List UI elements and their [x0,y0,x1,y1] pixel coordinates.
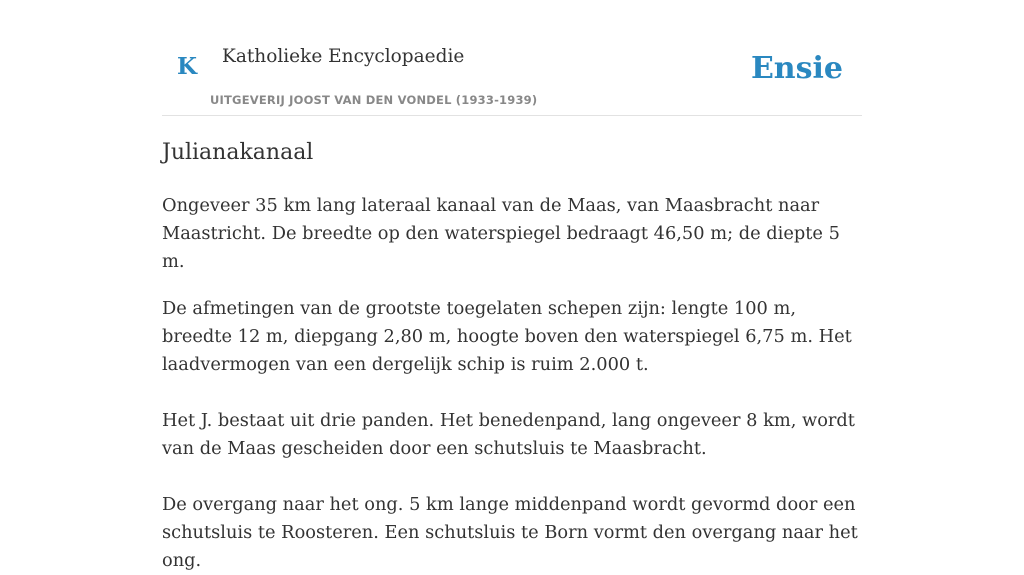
logo-k-icon[interactable]: K [177,53,197,80]
article-paragraph: De overgang naar het ong. 5 km lange middenpand wordt gevormd door een schutsluis te Roosteren. Een schutsluis te Born vormt den overgang naar het ong. [162,494,858,571]
ensie-logo-link[interactable]: Ensie [750,51,843,86]
article-paragraph: De afmetingen van de grootste toegelaten schepen zijn: lengte 100 m, breedte 12 m, diepgang 2,80 m, hoogte boven den waterspiegel 6,75 m. Het laadvermogen van een dergelijk schip is ruim 2.000 t. [162,298,852,375]
publisher-label: UITGEVERIJ JOOST VAN DEN VONDEL (1933-1939) [210,93,538,107]
article-paragraph: Ongeveer 35 km lang lateraal kanaal van de Maas, van Maasbracht naar Maastricht. De breedte op den waterspiegel bedraagt 46,50 m; de diepte 5 m. [162,195,840,272]
article-body [162,192,862,575]
site-header [162,40,862,116]
article-paragraph: Het J. bestaat uit drie panden. Het benedenpand, lang ongeveer 8 km, wordt van de Maas gescheiden door een schutsluis te Maasbracht. [162,410,855,459]
article-title: Julianakanaal [162,140,314,165]
site-title-link[interactable]: Katholieke Encyclopaedie [222,46,465,67]
